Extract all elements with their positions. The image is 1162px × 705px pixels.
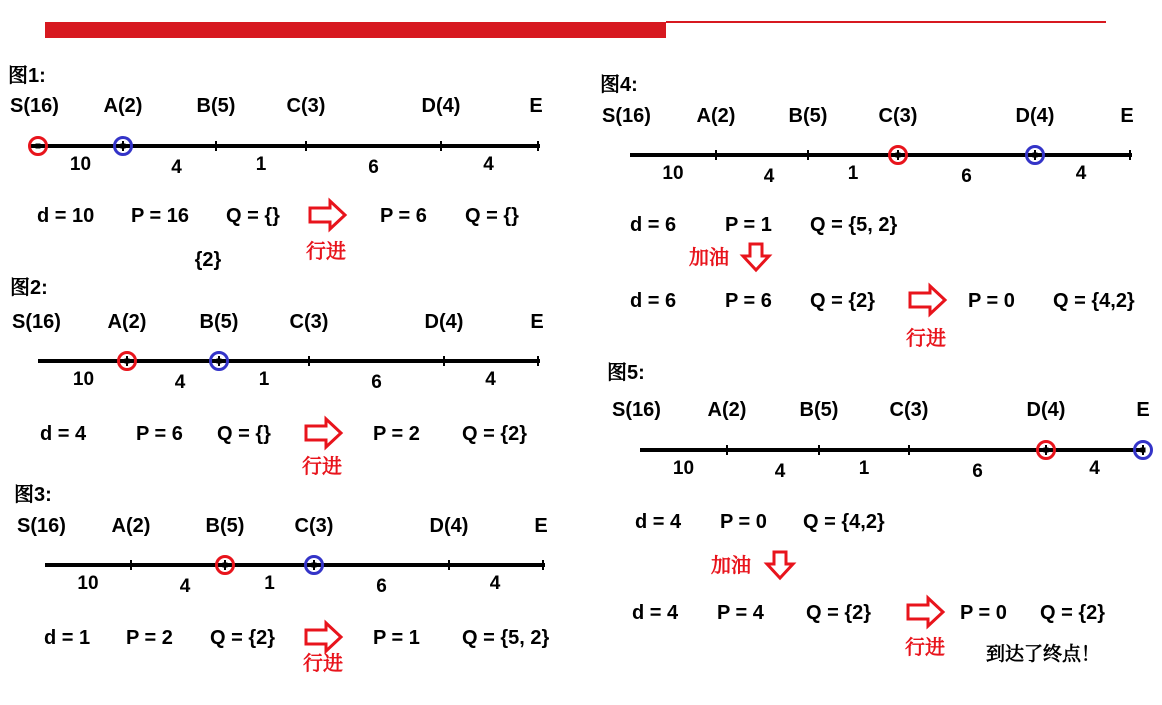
- action-label: 行进: [905, 637, 945, 659]
- right-arrow-icon: [910, 286, 945, 314]
- distance-label: 6: [371, 372, 382, 393]
- station-label: C(3): [286, 95, 326, 117]
- station-label: E: [1136, 399, 1150, 421]
- station-label: B(5): [196, 95, 236, 117]
- distance-label: 10: [672, 458, 695, 479]
- action-label: 行进: [906, 328, 946, 350]
- distance-value: d = 4: [632, 602, 679, 624]
- target-station-marker-dot: [1141, 448, 1146, 453]
- fuel-value-after: P = 1: [373, 627, 420, 649]
- right-arrow-icon: [908, 598, 943, 626]
- car-position-marker-dot: [223, 563, 228, 568]
- distance-value: d = 6: [630, 290, 677, 312]
- station-label: D(4): [424, 311, 464, 333]
- station-label: D(4): [429, 515, 469, 537]
- fuel-value-after: P = 0: [968, 290, 1015, 312]
- station-label: S(16): [12, 311, 61, 333]
- fuel-queue-after: Q = {2}: [462, 423, 528, 445]
- fuel-value: P = 4: [717, 602, 764, 624]
- distance-label: 4: [1075, 163, 1087, 184]
- distance-label: 4: [174, 372, 186, 393]
- fuel-value: P = 1: [725, 214, 772, 236]
- figure-3: [14, 483, 549, 675]
- distance-value: d = 1: [44, 627, 91, 649]
- action-label: 行进: [303, 653, 343, 675]
- station-label: C(3): [294, 515, 334, 537]
- car-position-marker-dot: [1044, 448, 1049, 453]
- pending-queue-value: {2}: [194, 249, 222, 271]
- distance-label: 6: [961, 166, 972, 187]
- distance-label: 10: [72, 369, 95, 390]
- station-label: C(3): [878, 105, 918, 127]
- distance-label: 1: [264, 573, 275, 594]
- fuel-queue-value: Q = {}: [226, 205, 280, 227]
- distance-label: 1: [858, 458, 870, 479]
- action-label: 加油: [711, 555, 751, 577]
- right-arrow-icon: [306, 419, 341, 447]
- distance-label: 10: [69, 154, 92, 175]
- distance-label: 4: [489, 573, 501, 594]
- fuel-value-after: P = 0: [960, 602, 1007, 624]
- car-position-marker-dot: [125, 359, 130, 364]
- down-arrow-icon: [767, 552, 793, 578]
- distance-label: 1: [255, 154, 267, 175]
- station-label: B(5): [788, 105, 828, 127]
- distance-value: d = 4: [40, 423, 87, 445]
- target-station-marker-dot: [217, 359, 222, 364]
- distance-label: 1: [847, 163, 859, 184]
- action-label: 行进: [302, 456, 342, 478]
- figure-title: 图5:: [607, 362, 645, 384]
- car-position-marker-dot: [896, 153, 901, 158]
- station-label: B(5): [799, 399, 839, 421]
- station-label: A(2): [103, 95, 143, 117]
- distance-label: 4: [179, 576, 191, 597]
- distance-label: 4: [171, 157, 182, 178]
- right-arrow-icon: [306, 623, 341, 651]
- fuel-value-after: P = 6: [380, 205, 427, 227]
- distance-label: 6: [972, 461, 983, 482]
- station-label: E: [534, 515, 548, 537]
- final-note: 到达了终点！: [985, 644, 1101, 665]
- distance-label: 4: [483, 154, 494, 175]
- station-label: E: [529, 95, 543, 117]
- figure-title: 图4:: [600, 74, 638, 96]
- station-label: A(2): [696, 105, 736, 127]
- distance-value: d = 4: [635, 511, 682, 533]
- station-label: A(2): [707, 399, 747, 421]
- station-label: C(3): [889, 399, 929, 421]
- distance-label: 1: [258, 369, 270, 390]
- down-arrow-icon: [743, 244, 769, 270]
- distance-label: 4: [763, 166, 775, 187]
- station-label: S(16): [17, 515, 66, 537]
- fuel-queue-after: Q = {}: [465, 205, 519, 227]
- distance-value: d = 6: [630, 214, 677, 236]
- figure-title: 图2:: [10, 277, 48, 299]
- figure-1: [8, 64, 543, 271]
- distance-label: 6: [368, 157, 379, 178]
- station-label: A(2): [107, 311, 147, 333]
- station-label: S(16): [612, 399, 661, 421]
- station-label: E: [530, 311, 544, 333]
- station-label: S(16): [10, 95, 59, 117]
- fuel-queue-after: Q = {5, 2}: [462, 627, 550, 649]
- station-label: E: [1120, 105, 1134, 127]
- fuel-queue-value: Q = {2}: [210, 627, 276, 649]
- station-label: D(4): [1026, 399, 1066, 421]
- station-label: D(4): [421, 95, 461, 117]
- figure-title: 图1:: [8, 65, 46, 87]
- target-station-marker-dot: [121, 144, 126, 149]
- distance-label: 10: [77, 573, 99, 594]
- target-station-marker-dot: [1033, 153, 1038, 158]
- fuel-queue-value: Q = {2}: [806, 602, 872, 624]
- figure-5: [607, 361, 1152, 665]
- fuel-queue-after: Q = {2}: [1040, 602, 1106, 624]
- fuel-queue-after: Q = {4,2}: [1053, 290, 1135, 312]
- fuel-value-after: P = 2: [373, 423, 420, 445]
- fuel-value: P = 6: [725, 290, 772, 312]
- station-label: A(2): [111, 515, 151, 537]
- distance-label: 4: [1089, 458, 1100, 479]
- fuel-queue-value: Q = {5, 2}: [810, 214, 898, 236]
- figure-title: 图3:: [14, 484, 52, 506]
- car-position-marker-dot: [36, 144, 41, 149]
- figure-2: [10, 276, 544, 478]
- distance-label: 6: [376, 576, 387, 597]
- station-label: C(3): [289, 311, 329, 333]
- station-label: S(16): [602, 105, 651, 127]
- figure-4: [600, 73, 1135, 350]
- right-arrow-icon: [310, 201, 345, 229]
- distance-value: d = 10: [37, 205, 95, 227]
- fuel-value: P = 0: [720, 511, 767, 533]
- fuel-value: P = 2: [126, 627, 173, 649]
- action-label: 行进: [306, 241, 346, 263]
- distance-label: 4: [774, 461, 786, 482]
- distance-label: 4: [485, 369, 496, 390]
- station-label: B(5): [199, 311, 239, 333]
- fuel-queue-value: Q = {}: [217, 423, 271, 445]
- fuel-value: P = 6: [136, 423, 183, 445]
- fuel-queue-value: Q = {2}: [810, 290, 876, 312]
- fuel-queue-value: Q = {4,2}: [803, 511, 885, 533]
- target-station-marker-dot: [312, 563, 317, 568]
- distance-label: 10: [662, 163, 684, 184]
- fuel-value: P = 16: [131, 205, 190, 227]
- station-label: D(4): [1015, 105, 1055, 127]
- station-label: B(5): [205, 515, 245, 537]
- action-label: 加油: [689, 247, 729, 269]
